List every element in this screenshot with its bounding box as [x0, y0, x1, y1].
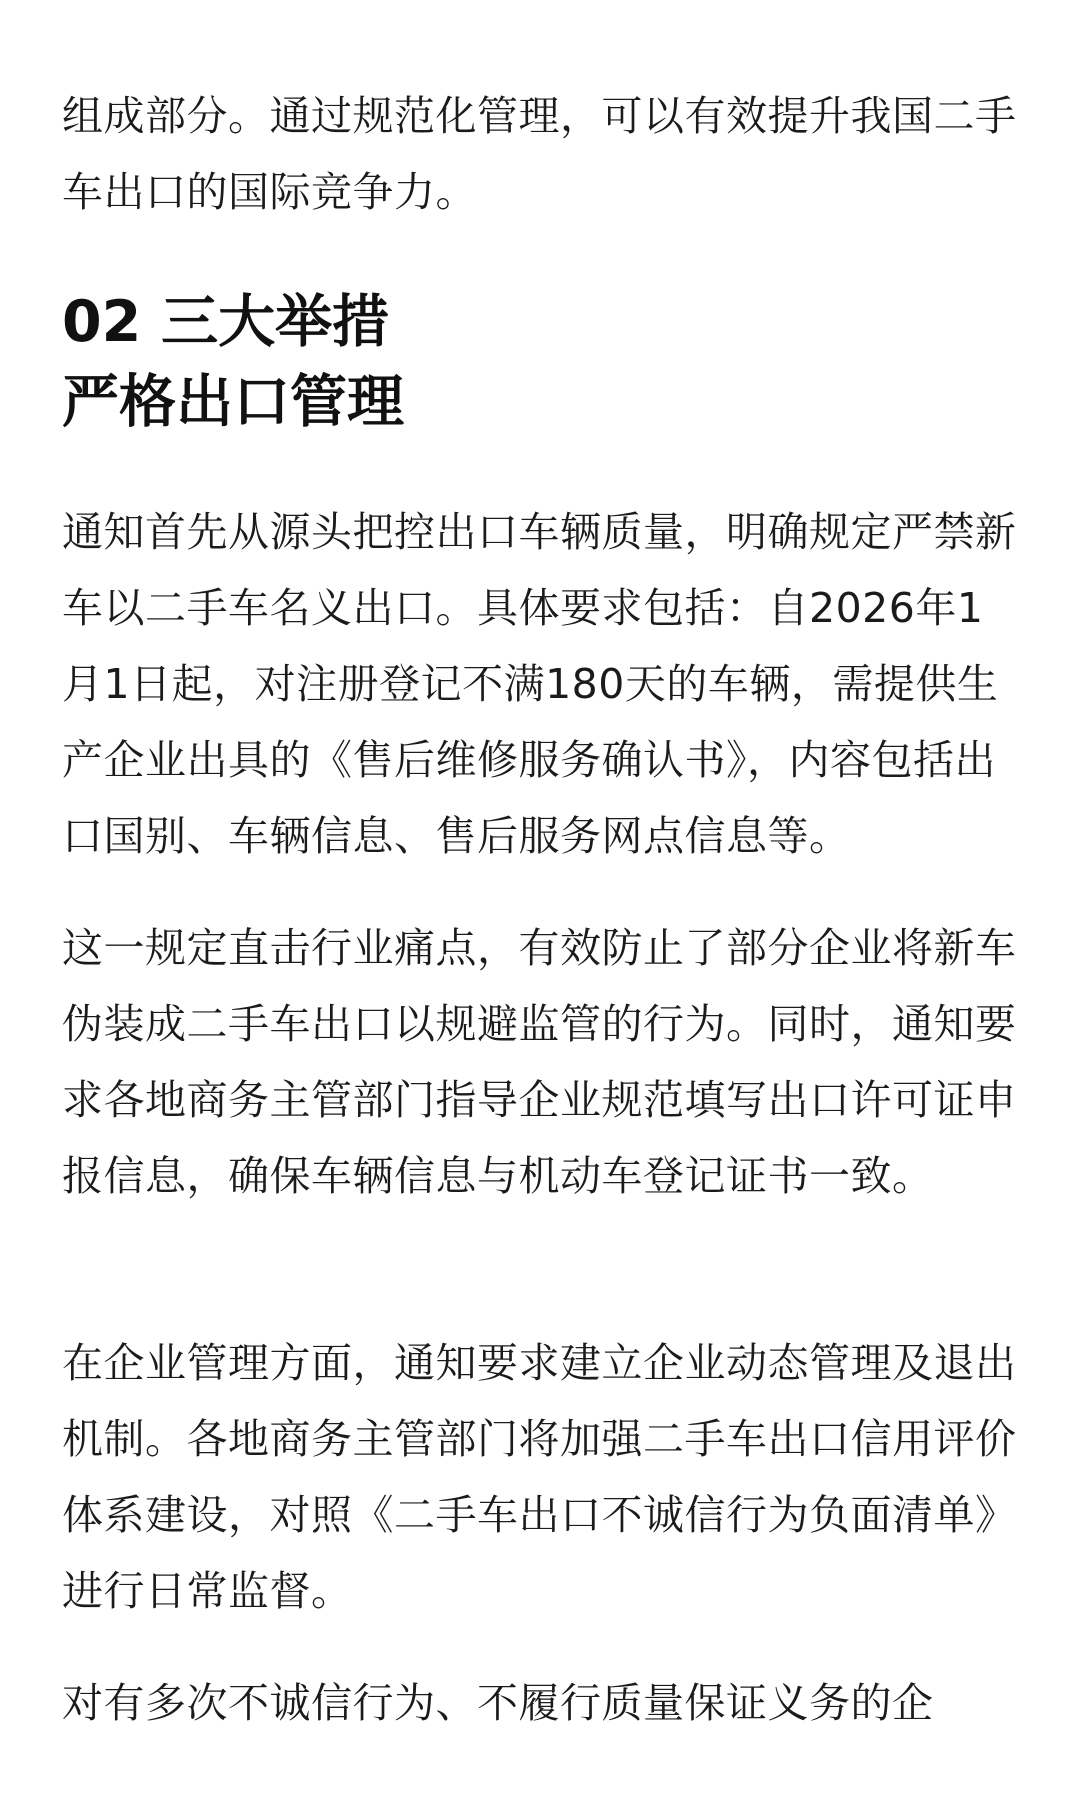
paragraph-export-quality: 通知首先从源头把控出口车辆质量，明确规定严禁新车以二手车名义出口。具体要求包括：自2026年1月1日起，对注册登记不满180天的车辆，需提供生产企业出具的《售后维修服务确认书》，内容包括出口国别、车辆信息、售后服务网点信息等。 — [62, 508, 1017, 860]
section-heading-line-2: 严格出口管理 — [62, 369, 404, 435]
section-heading — [62, 282, 1022, 442]
paragraph-enterprise-management: 在企业管理方面，通知要求建立企业动态管理及退出机制。各地商务主管部门将加强二手车出口信用评价体系建设，对照《二手车出口不诚信行为负面清单》进行日常监督。 — [62, 1339, 1017, 1615]
lead-paragraph: 组成部分。通过规范化管理，可以有效提升我国二手车出口的国际竞争力。 — [62, 92, 1017, 216]
section-heading-line-1: 02 三大举措 — [62, 289, 390, 355]
paragraph-dishonest-behavior: 对有多次不诚信行为、不履行质量保证义务的企 — [62, 1679, 934, 1727]
paragraph-industry-pain-point: 这一规定直击行业痛点，有效防止了部分企业将新车伪装成二手车出口以规避监管的行为。同时，通知要求各地商务主管部门指导企业规范填写出口许可证申报信息，确保车辆信息与机动车登记证书一致。 — [62, 924, 1017, 1200]
